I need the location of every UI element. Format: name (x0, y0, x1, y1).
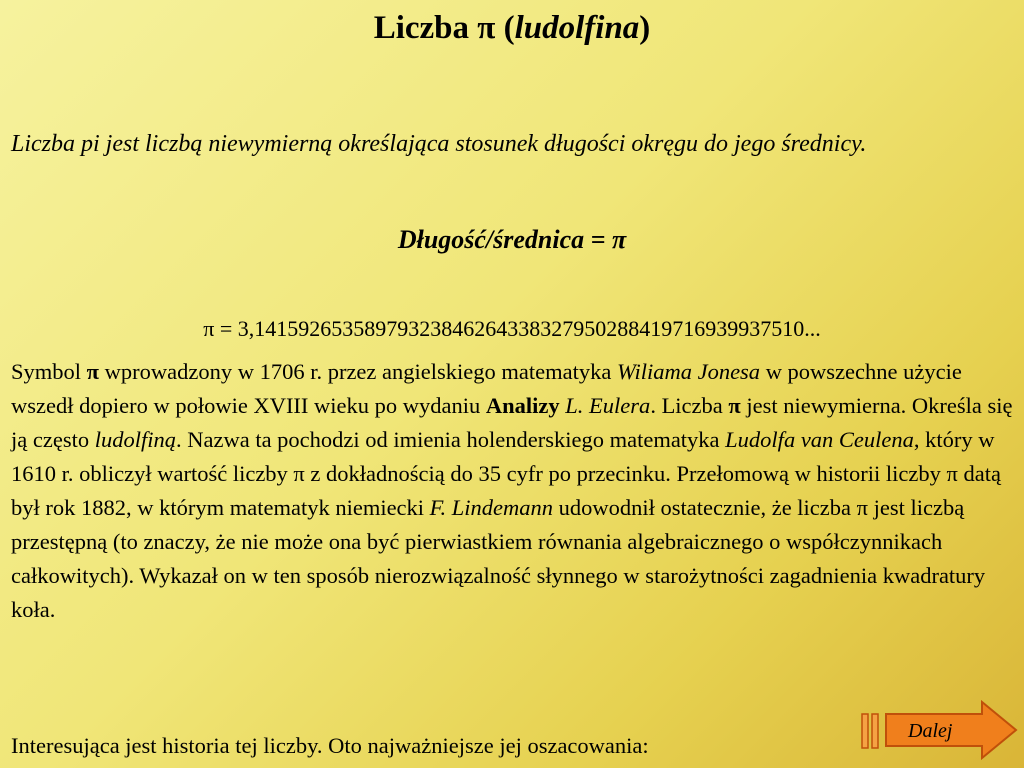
name-jones: Wiliama Jonesa (616, 359, 761, 384)
next-button-label: Dalej (908, 720, 953, 742)
bottom-text: Interesująca jest historia tej liczby. Oto najważniejsze jej oszacowania: (11, 733, 649, 758)
body-part: wprowadzony w 1706 r. przez angielskiego matematyka (98, 359, 617, 384)
title-prefix: Liczba π ( (373, 10, 515, 46)
book-analizy: Analizy (485, 393, 560, 418)
formula-text: Długość/średnica = π (397, 225, 627, 254)
body-part: , który w 1610 r. obliczył wartość liczby π z dokładnością do 35 cyfr po przecinku. Przełomową w historii liczby π datą był rok 1882, w którym matematyk niemiecki (11, 427, 1001, 520)
name-euler: L. Eulera (565, 393, 651, 418)
body-part: . Liczba (650, 393, 729, 418)
body-part: . Nazwa ta pochodzi od imienia holenderskiego matematyka (175, 427, 726, 452)
history-paragraph (11, 355, 1013, 627)
pi-symbol: π (86, 359, 99, 384)
title-italic: ludolfina (514, 10, 640, 46)
pi-symbol: π (728, 393, 741, 418)
next-button[interactable] (860, 700, 1020, 760)
body-part: udowodnił ostatecznie, że liczba π jest liczbą przestępną (to znaczy, że nie może ona być pierwiastkiem równania algebraicznego o współczynnikach całkowitych). Wykazał on w ten sposób nierozwiązalność słynnego w starożytności zagadnienia kwadratury koła. (11, 495, 986, 622)
definition-text: Liczba pi jest liczbą niewymierną określająca stosunek długości okręgu do jego średnicy. (11, 131, 867, 157)
body-part: w powszechne użycie wszedł dopiero w połowie XVIII wieku po wydaniu (11, 359, 962, 418)
page-title (0, 10, 1024, 47)
name-lindemann: F. Lindemann (429, 495, 554, 520)
pi-value-text: π = 3,14159265358979323846264338327950288419716939937510... (203, 316, 821, 341)
term-ludolfina: ludolfiną (94, 427, 176, 452)
body-part: jest niewymierna. Określa się ją często (11, 393, 1013, 452)
name-van-ceulen: Ludolfa van Ceulena (725, 427, 914, 452)
title-suffix: ) (639, 10, 651, 46)
body-part: Symbol (11, 359, 87, 384)
